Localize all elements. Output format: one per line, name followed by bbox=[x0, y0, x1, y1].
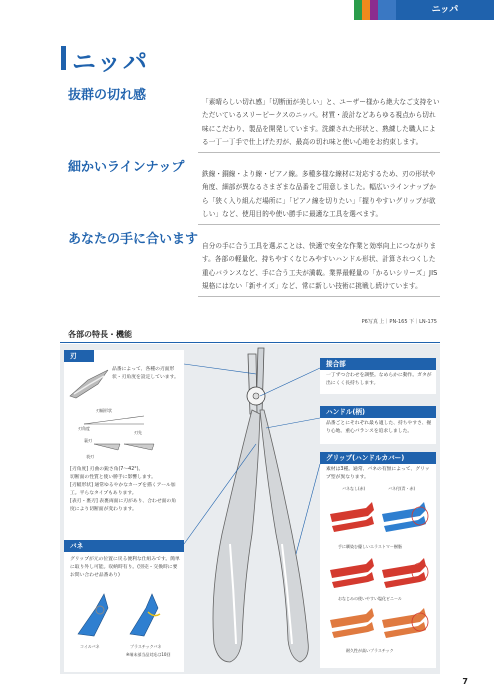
spring-type: プラスチックバネ bbox=[130, 644, 162, 649]
page-title: ニッパ bbox=[72, 48, 150, 76]
blade-note: 切断面の性質と使い勝手に影響します。 bbox=[70, 475, 156, 480]
features-heading bbox=[60, 328, 440, 343]
purple-stripe bbox=[370, 0, 378, 20]
blade-note: [表刃・裏刃] 表裏両面に刃があり、合わせ面の角度により切断面が変わります。 bbox=[70, 499, 177, 512]
section-heading-3: あなたの手に合います bbox=[68, 232, 199, 247]
blade-tag: 刃先 bbox=[134, 430, 142, 435]
blade-note: [刃幅形状] 通常ゆるやかなカーブを描くアール加工。平らなタイプもあります。 bbox=[70, 483, 176, 496]
grip-col-label: バネ付(青・赤) bbox=[388, 486, 416, 491]
photo-caption: P6写真 上｜PN-165 下｜LN-175 bbox=[361, 319, 437, 325]
grip-material: おなじみの使いやすい塩化ビニール bbox=[338, 596, 402, 601]
spring-type: コイルバネ bbox=[80, 644, 100, 649]
section-body-1: 「素晴らしい切れ感」「切断面が美しい」と、ユーザー様から絶大なご支持をいただいているスリーピークスのニッパ。材質・設計などあらゆる視点から切れ味にこだわり、製品を開発しています。洗練された形状と、熟練した職人による一丁一丁手で仕上げた刃が、最高の切れ味と使い心地をお約束します。 bbox=[202, 98, 440, 147]
section-heading-2: 細かいラインナップ bbox=[68, 160, 185, 175]
grip-label: グリップ(ハンドルカバー) bbox=[320, 452, 436, 464]
blade-desc: 品番によって、各種の刃面形状・刃角度を設定しています。 bbox=[112, 367, 179, 380]
handle-desc: 品番ごとにそれぞれ最も適した、持ちやすさ、握り心地、重心バランスを追求しました。 bbox=[326, 421, 432, 434]
blade-tag: 表刃 bbox=[86, 454, 94, 459]
grip-desc: 素材は3種。通常、バネの有無によって、グリップ型が異なります。 bbox=[326, 467, 430, 480]
features-panel bbox=[60, 344, 440, 674]
green-stripe bbox=[354, 0, 362, 20]
spring-label: バネ bbox=[64, 540, 184, 552]
divider bbox=[198, 224, 440, 225]
callout-lines bbox=[60, 344, 440, 674]
blade-tag: 刃幅形状 bbox=[96, 408, 112, 413]
handle-label: ハンドル(柄) bbox=[320, 406, 436, 418]
title-accent-bar bbox=[61, 46, 66, 70]
orange-stripe bbox=[362, 0, 370, 20]
page-number: 7 bbox=[462, 677, 468, 686]
divider bbox=[198, 152, 440, 153]
grip-col-label: バネなし(赤) bbox=[342, 486, 366, 491]
grip-material: 耐久性が高いプラスチック bbox=[346, 648, 394, 653]
section-heading-1: 抜群の切れ感 bbox=[68, 88, 147, 103]
joint-desc: 一丁ずつ合わせを調整。なめらかに動作。ガタが出にくく長持ちします。 bbox=[326, 373, 432, 386]
section-body-3: 自分の手に合う工具を選ぶことは、快適で安全な作業と効率向上につながります。各部の軽量化、持ちやすくなじみやすいハンドル形状、計算されつくした重心バランスなど、手に合う工夫が満載。業界最軽量の「かるいシリーズ」JIS規格にはない「新サイズ」など、常に新しい技術に挑戦し続けています。 bbox=[202, 242, 438, 291]
section-tab: ニッパ bbox=[396, 0, 494, 20]
divider bbox=[198, 296, 440, 297]
blade-label: 刃 bbox=[64, 350, 94, 362]
spring-desc: グリップが元の位置に戻る便利な仕組みです。簡単に取り外し可能。収納時有り。(別売・交換時に要お問い合わせ品番あり) bbox=[70, 557, 180, 578]
grip-material: 手に馴染む優しいエラストマー樹脂 bbox=[338, 544, 402, 549]
blade-tag: 裏刃 bbox=[84, 438, 92, 443]
blade-tag: 刃角度 bbox=[78, 426, 90, 431]
section-body-2: 鉄線・銅線・より線・ピアノ線。多種多様な線材に対応するため、刃の形状や角度、細部が異なるさまざまな品番をご用意しました。幅広いラインナップから「狭く入り組んだ場所に」「ピアノ線を切りたい」「握りやすいグリップが欲しい」など、使用目的や使い勝手に最適な工具を選べます。 bbox=[202, 170, 436, 219]
blade-note: [刃角度] 刃曲の鋭さ角(7〜42°)。 bbox=[70, 467, 144, 472]
joint-label: 接合部 bbox=[320, 358, 436, 370]
spring-subnote: ※端末部当品対応は10回 bbox=[126, 652, 171, 657]
blue-stripe bbox=[378, 0, 396, 20]
features-heading-text: 各部の特長・機能 bbox=[68, 330, 132, 339]
